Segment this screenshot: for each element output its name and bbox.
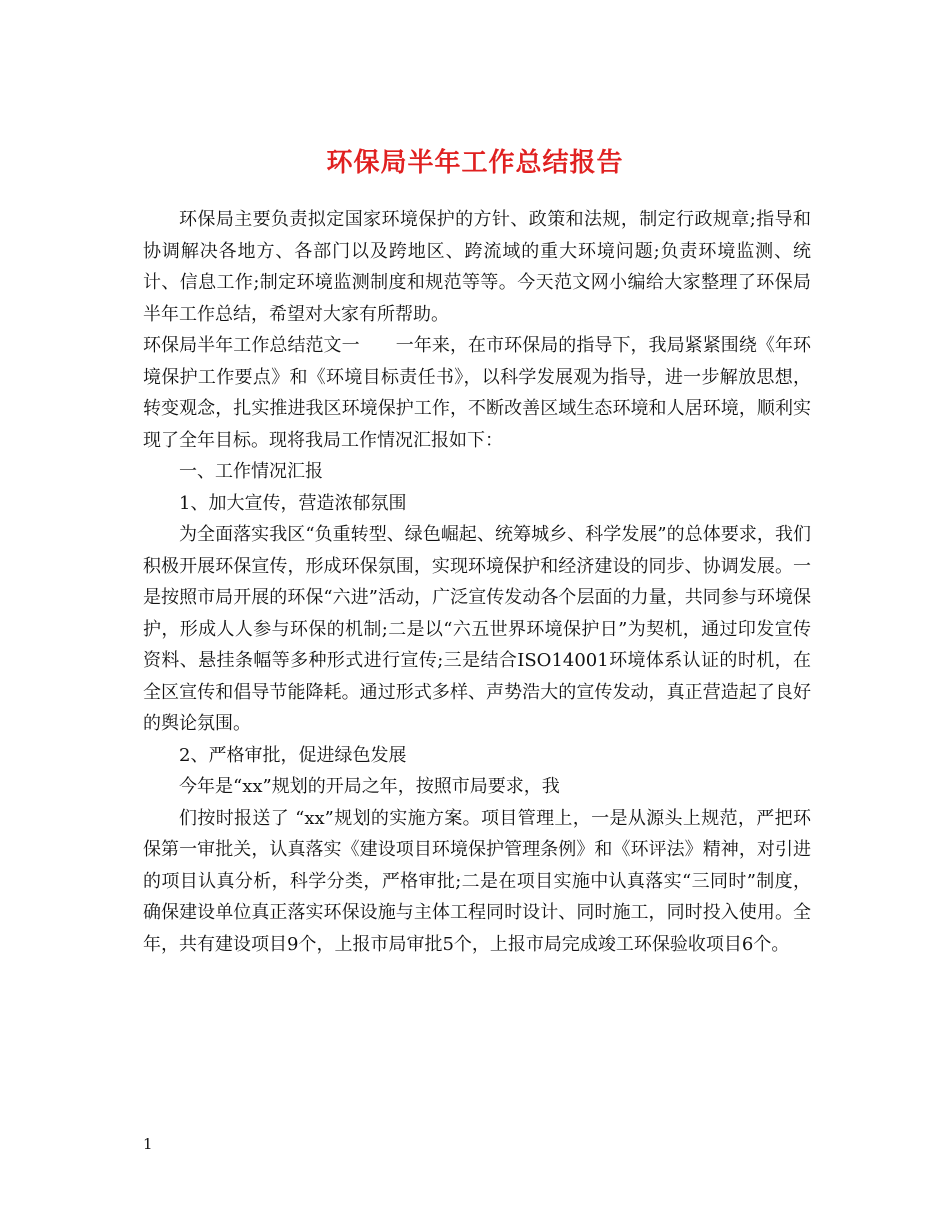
paragraph-summary: 环保局半年工作总结范文一 一年来，在市环保局的指导下，我局紧紧围绕《年环境保护工作要点》和《环境目标责任书》，以科学发展观为指导，进一步解放思想，转变观念，扎实推进我区环境保护工作，不断改善区域生态环境和人居环境，顺利实现了全年目标。现将我局工作情况汇报如下： (143, 335, 811, 451)
page-number: 1 (143, 1135, 153, 1153)
paragraph-project-management: 们按时报送了 “xx”规划的实施方案。项目管理上，一是从源头上规范，严把环保第一审批关，认真落实《建设项目环境保护管理条例》和《环评法》精神，对引进的项目认真分析，科学分类，严格审批;二是在项目实施中认真落实“三同时”制度，确保建设单位真正落实环保设施与主体工程同时设计、同时施工，同时投入使用。全年，共有建设项目9个，上报市局审批5个，上报市局完成竣工环保验收项目6个。 (143, 807, 811, 955)
paragraph-plan-intro: 今年是“xx”规划的开局之年，按照市局要求，我 (179, 776, 560, 797)
document-body (143, 204, 811, 960)
subsection-heading: 1、加大宣传，营造浓郁氛围 (179, 492, 407, 514)
subsection-heading: 2、严格审批，促进绿色发展 (179, 744, 407, 766)
document-title: 环保局半年工作总结报告 (326, 148, 624, 179)
section-heading: 一、工作情况汇报 (179, 461, 323, 482)
paragraph-publicity: 为全面落实我区“负重转型、绿色崛起、统筹城乡、科学发展”的总体要求，我们积极开展环保宣传，形成环保氛围，实现环境保护和经济建设的同步、协调发展。一是按照市局开展的环保“六进”活动，广泛宣传发动各个层面的力量，共同参与环境保护，形成人人参与环保的机制;二是以“六五世界环境保护日”为契机，通过印发宣传资料、悬挂条幅等多种形式进行宣传;三是结合ISO14001环境体系认证的时机，在全区宣传和倡导节能降耗。通过形式多样、声势浩大的宣传发动，真正营造起了良好的舆论氛围。 (143, 524, 811, 734)
paragraph-intro: 环保局主要负责拟定国家环境保护的方针、政策和法规，制定行政规章;指导和协调解决各地方、各部门以及跨地区、跨流域的重大环境问题;负责环境监测、统计、信息工作;制定环境监测制度和规范等等。今天范文网小编给大家整理了环保局半年工作总结，希望对大家有所帮助。 (143, 209, 811, 325)
